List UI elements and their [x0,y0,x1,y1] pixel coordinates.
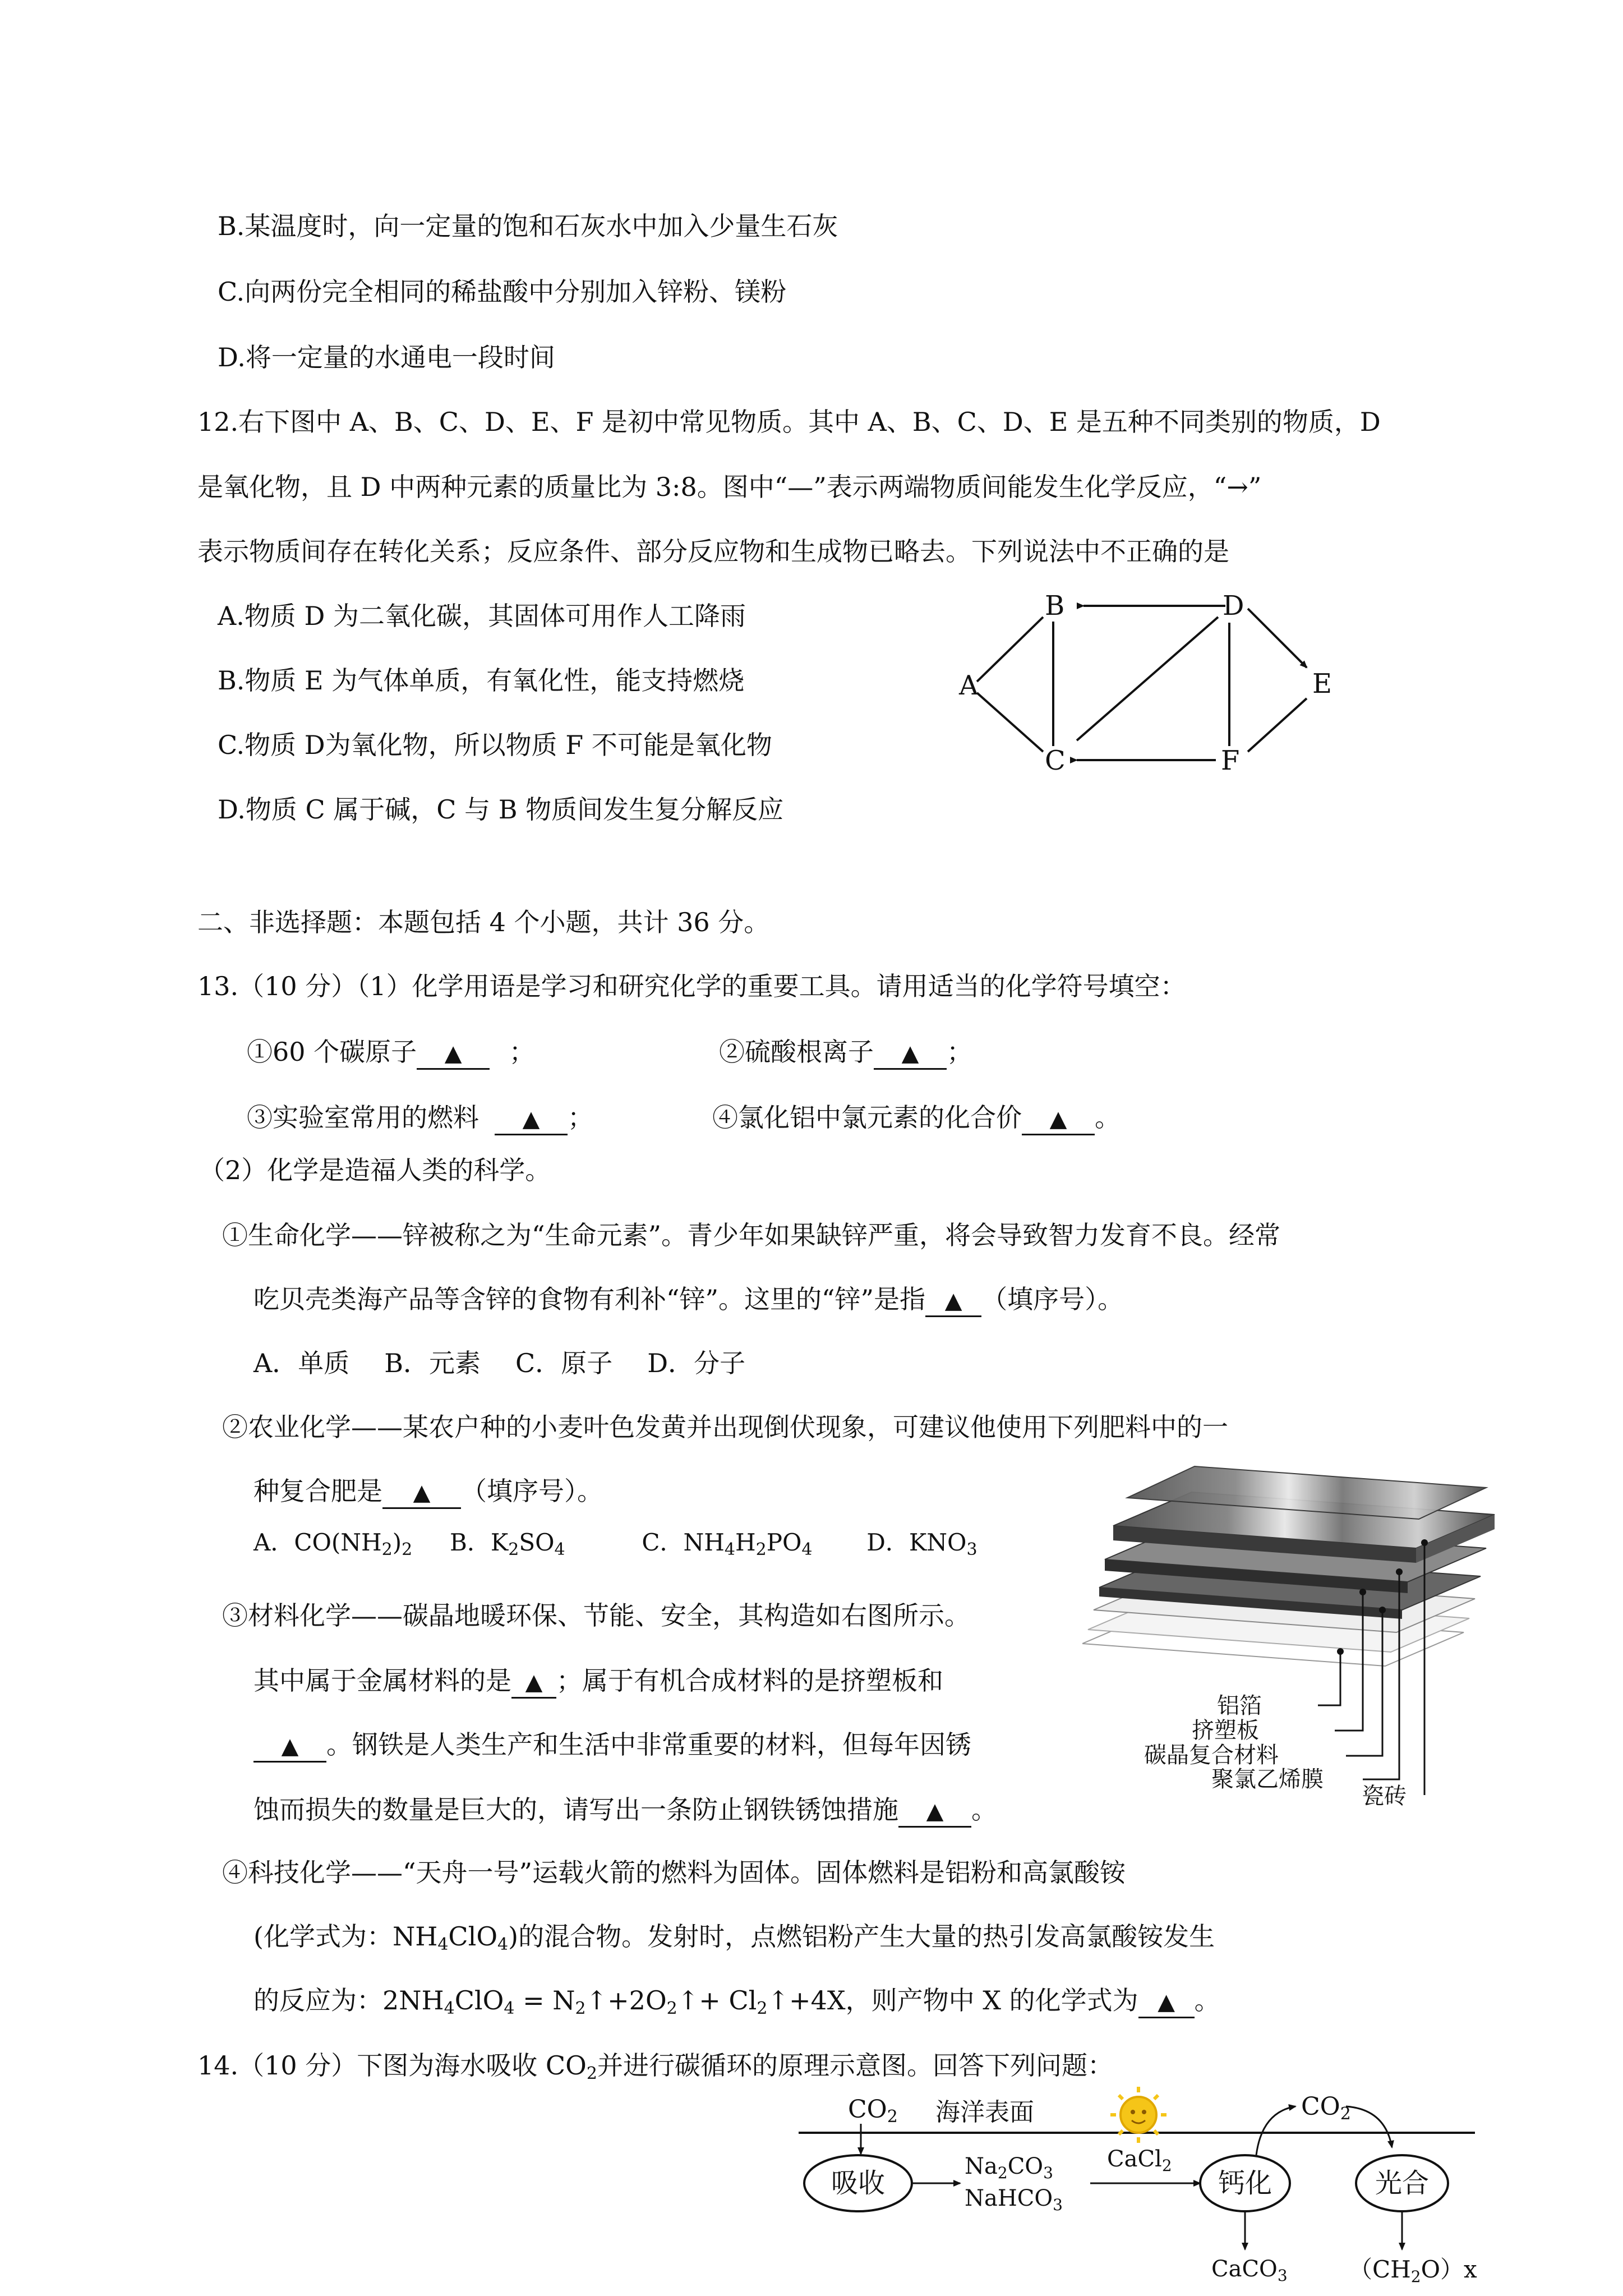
floor-heating-layers-figure [1082,1425,1531,1795]
answer-blank[interactable] [1022,1103,1095,1135]
ch2o-label: （CH2O）x [1349,2256,1477,2286]
layer-label-aluminum-foil: 铝箔 [1217,1693,1262,1719]
blank-marker: ▲ [901,1041,919,1066]
edge-a-c [977,693,1043,752]
node-b: B [1045,590,1065,622]
answer-blank[interactable] [495,1103,568,1135]
sun-icon [1110,2087,1166,2143]
fertilizer-a: A．$CO(NH_2)_2$ [253,1529,413,1559]
answer-blank[interactable] [874,1037,947,1070]
q13-fill-1 [247,1035,535,1070]
blank-marker: ▲ [522,1106,540,1132]
blank-marker: ▲ [444,1041,462,1066]
q13-fill-3 [247,1101,593,1135]
answer-blank[interactable] [925,1285,981,1317]
layer-label-carbon-crystal: 碳晶复合材料 [1144,1742,1279,1768]
fertilizer-b: B．$K_2SO_4$ [449,1529,565,1559]
q13-fill-3-label: ③实验室常用的燃料 [247,1102,479,1133]
q13-tech-line3: 的反应为：$2NH_4ClO_4$ = $N_2↑+2O_2↑+$ $Cl_2↑+4X$，则产物中 X 的化学式为 ▲ 。 [253,1985,1220,2018]
co2-right-label: CO2 [1301,2092,1351,2124]
blank-marker: ▲ [1049,1106,1067,1132]
q13-life-options [253,1346,745,1380]
q13-agri-text: 种复合肥是 [253,1476,382,1506]
q12-option-a: A.物质 D 为二氧化碳，其固体可用作人工降雨 [218,601,746,631]
q13-fill-1-label: ①60 个碳原子 [247,1037,417,1067]
arrow-co2-to-photo [1346,2106,1392,2147]
q13-fill-3-end: ； [568,1102,593,1133]
q12-stem-line3: 表示物质间存在转化关系；反应条件、部分反应物和生成物已略去。下列说法中不正确的是 [197,536,1229,567]
q12-stem-line2: 是氧化物，且 D 中两种元素的质量比为 3:8。图中“—”表示两端物质间能发生化学反应，“→” [197,472,1262,502]
edge-d-to-e [1248,609,1307,668]
blank-marker: ▲ [281,1733,299,1759]
answer-blank[interactable] [253,1730,326,1763]
calcify-label: 钙化 [1218,2168,1272,2199]
q13-fill-4-label: ④氯化铝中氯元素的化合价 [712,1102,1022,1133]
q11-option-c: C.向两份完全相同的稀盐酸中分别加入锌粉、镁粉 [218,277,787,307]
q13-material-line2 [253,1664,943,1699]
q13-material-end: 。 [971,1795,997,1825]
answer-blank[interactable] [417,1037,490,1070]
blank-marker: ▲ [525,1669,543,1695]
answer-blank[interactable] [1138,1986,1195,2018]
q13-material-text3: 。钢铁是人类生产和生活中非常重要的材料，但每年因锈 [326,1729,971,1760]
q13-part2: （2）化学是造福人类的科学。 [199,1155,551,1185]
arrow-calcify-to-co2 [1256,2106,1295,2155]
node-d: D [1223,590,1244,622]
q11-option-b: B.某温度时，向一定量的饱和石灰水中加入少量生石灰 [218,211,838,241]
answer-blank[interactable] [898,1795,971,1828]
option-c: C．原子 [515,1348,613,1378]
option-d: D．分子 [647,1348,746,1378]
q13-fill-1-end: ； [509,1037,535,1067]
q13-material-text4: 蚀而损失的数量是巨大的，请写出一条防止钢铁锈蚀措施 [253,1795,898,1825]
blank-marker: ▲ [413,1480,431,1506]
q13-material-text2: ；属于有机合成材料的是挤塑板和 [556,1665,943,1696]
blank-marker: ▲ [926,1798,944,1824]
blank-marker: ▲ [944,1288,962,1314]
q13-agri-options [253,1526,978,1567]
q13-fill-4-end: 。 [1095,1102,1121,1133]
layer-label-ceramic-tile: 瓷砖 [1362,1783,1407,1809]
blank-marker: ▲ [1158,1989,1175,2015]
q13-agri-line1: ②农业化学——某农户种的小麦叶色发黄并出现倒伏现象，可建议他使用下列肥料中的一 [222,1412,1228,1442]
option-b: B．元素 [384,1348,481,1378]
layer-label-pvc-film: 聚氯乙烯膜 [1211,1766,1324,1792]
q13-material-line4 [253,1793,997,1828]
option-a: A．单质 [253,1348,350,1378]
q13-material-text: 其中属于金属材料的是 [253,1665,511,1696]
fertilizer-c: C．$NH_4H_2PO_4$ [642,1529,813,1559]
q13-line1: 13.（10 分）（1）化学用语是学习和研究化学的重要工具。请用适当的化学符号填空： [197,971,1186,1001]
photosynthesis-label: 光合 [1375,2168,1430,2199]
carbon-cycle-diagram [796,2081,1481,2296]
caco3-label: CaCO$_3$ [1211,2256,1288,2285]
q13-material-line1: ③材料化学——碳晶地暖环保、节能、安全，其构造如右图所示。 [222,1600,970,1631]
fertilizer-d: D．$KNO_3$ [866,1529,978,1559]
q11-option-d: D.将一定量的水通电一段时间 [218,342,555,372]
q13-agri-hint: （填序号）。 [461,1476,603,1506]
edge-c-d [1077,617,1218,740]
q12-stem-line1: 12.右下图中 A、B、C、D、E、F 是初中常见物质。其中 A、B、C、D、E 是五种不同类别的物质，D [197,407,1381,437]
q13-fill-2 [719,1035,972,1070]
q13-life-text: 吃贝壳类海产品等含锌的食物有利补“锌”。这里的“锌”是指 [253,1284,926,1314]
node-c: C [1045,745,1066,776]
layer-label-extruded-board: 挤塑板 [1192,1718,1259,1743]
node-a: A [959,670,979,701]
q12-option-c: C.物质 D为氧化物，所以物质 F 不可能是氧化物 [218,730,772,760]
edge-f-e [1248,698,1307,752]
answer-blank[interactable] [382,1476,461,1509]
q13-agri-line2 [253,1474,603,1509]
node-f: F [1221,745,1240,776]
q13-fill-2-label: ②硫酸根离子 [719,1037,874,1067]
q13-fill-2-end: ； [947,1037,972,1067]
na2co3-label: $Na_2CO_3$ [965,2154,1053,2182]
cacl2-label: CaCl$_2$ [1107,2146,1172,2175]
q12-option-d: D.物质 C 属于碱，C 与 B 物质间发生复分解反应 [218,794,784,825]
node-e: E [1312,668,1332,700]
absorb-label: 吸收 [831,2168,886,2199]
section-heading: 二、非选择题：本题包括 4 个小题，共计 36 分。 [197,907,770,937]
q13-life-line2 [253,1282,1123,1317]
q13-life-line1: ①生命化学——锌被称之为“生命元素”。青少年如果缺锌严重，将会导致智力发育不良。经常 [222,1220,1281,1250]
q12-relation-diagram [942,583,1368,785]
q14-line1: 14.（10 分）下图为海水吸收 $CO_2$并进行碳循环的原理示意图。回答下列问题： [197,2050,1113,2083]
q13-material-line3 [253,1728,971,1763]
answer-blank[interactable] [511,1666,556,1699]
q13-life-hint: （填序号）。 [981,1284,1124,1314]
q12-option-b: B.物质 E 为气体单质，有氧化性，能支持燃烧 [218,665,745,696]
ocean-surface-label: 海洋表面 [935,2098,1034,2127]
edge-a-b [977,617,1043,682]
q13-tech-line2: (化学式为：$NH_4ClO_4$)的混合物。发射时，点燃铝粉产生大量的热引发高氯酸铵发生 [253,1921,1215,1954]
co2-left-label: CO2 [848,2095,898,2127]
nahco3-label: NaHCO$_3$ [965,2185,1063,2214]
q13-tech-line1: ④科技化学——“天舟一号”运载火箭的燃料为固体。固体燃料是铝粉和高氯酸铵 [222,1857,1126,1888]
q13-fill-4 [712,1101,1121,1135]
